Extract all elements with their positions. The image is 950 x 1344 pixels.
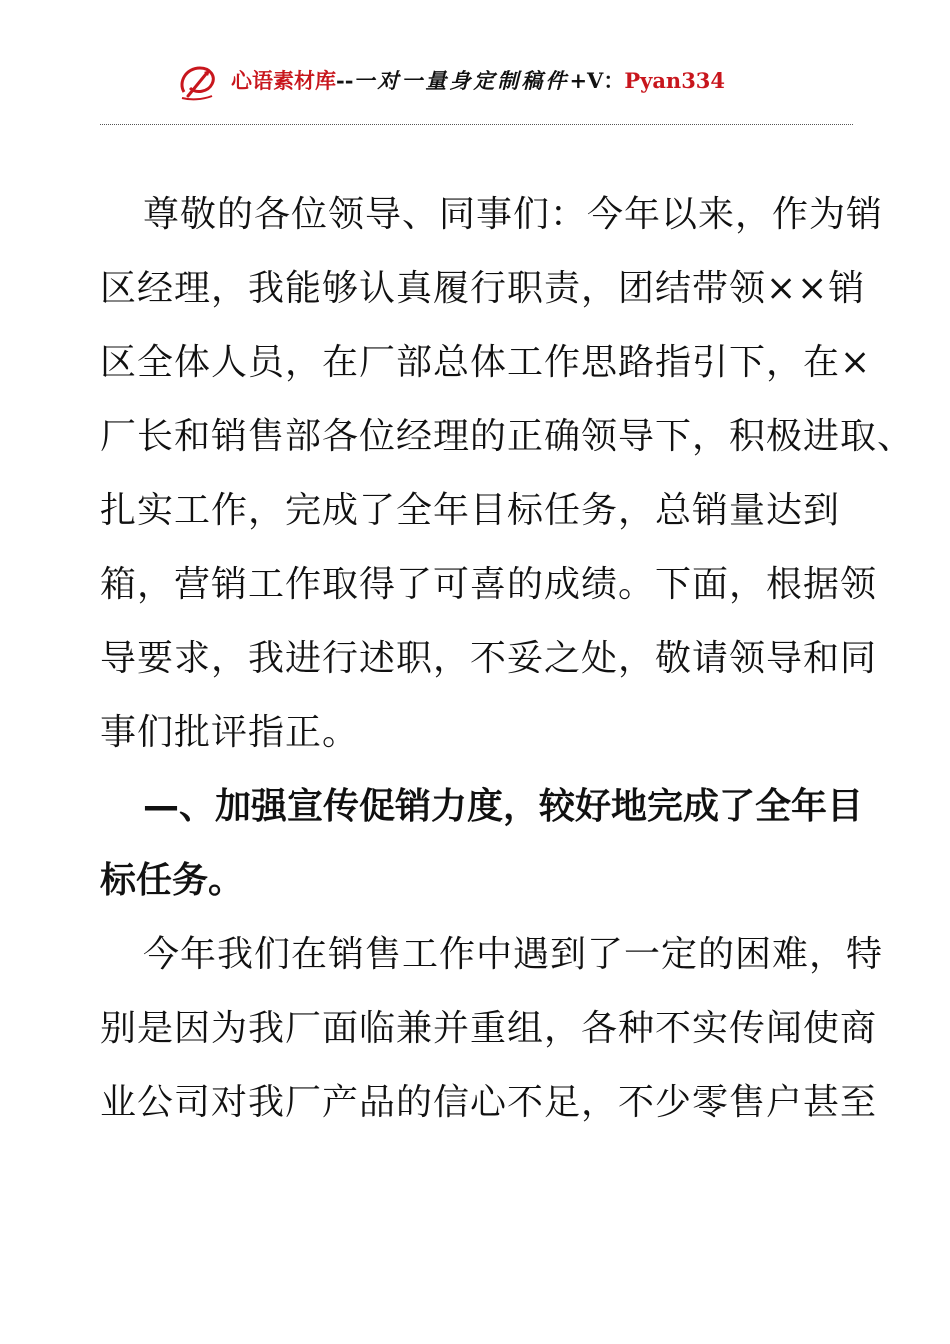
text-line: 今年我们在销售工作中遇到了一定的困难，特 — [143, 934, 884, 975]
text-line: 别是因为我厂面临兼并重组，各种不实传闻使商 — [100, 1008, 878, 1049]
text-line: 扎实工作，完成了全年目标任务，总销量达到 — [100, 490, 841, 531]
pen-swirl-logo-icon — [176, 62, 218, 104]
header-contact-prefix: +V： — [569, 68, 625, 93]
page-header — [0, 0, 950, 126]
section-heading — [100, 770, 864, 918]
heading-line: —、加强宣传促销力度，较好地完成了全年目 — [143, 786, 864, 827]
header-dash: -- — [336, 68, 354, 93]
header-slogan: 一对一量身定制稿件 — [353, 68, 570, 93]
text-line: 区经理，我能够认真履行职责，团结带领××销 — [100, 268, 866, 309]
text-line: 厂长和销售部各位经理的正确领导下，积极进取、 — [100, 416, 915, 457]
heading-line: 标任务。 — [100, 860, 245, 901]
text-line: 业公司对我厂产品的信心不足，不少零售户甚至 — [100, 1082, 878, 1123]
header-divider — [100, 124, 853, 125]
text-line: 事们批评指正。 — [100, 712, 360, 753]
header-contact-code: Pyan334 — [624, 68, 726, 93]
text-line: 导要求，我进行述职，不妥之处，敬请领导和同 — [100, 638, 878, 679]
body-paragraph — [100, 918, 884, 1140]
header-banner — [231, 64, 725, 98]
text-line: 区全体人员，在厂部总体工作思路指引下，在× — [100, 342, 872, 383]
text-line: 箱，营销工作取得了可喜的成绩。下面，根据领 — [100, 564, 878, 605]
header-brand: 心语素材库 — [231, 68, 336, 93]
text-line: 尊敬的各位领导、同事们：今年以来，作为销 — [143, 194, 884, 235]
intro-paragraph — [100, 178, 915, 770]
document-body — [100, 178, 915, 1140]
